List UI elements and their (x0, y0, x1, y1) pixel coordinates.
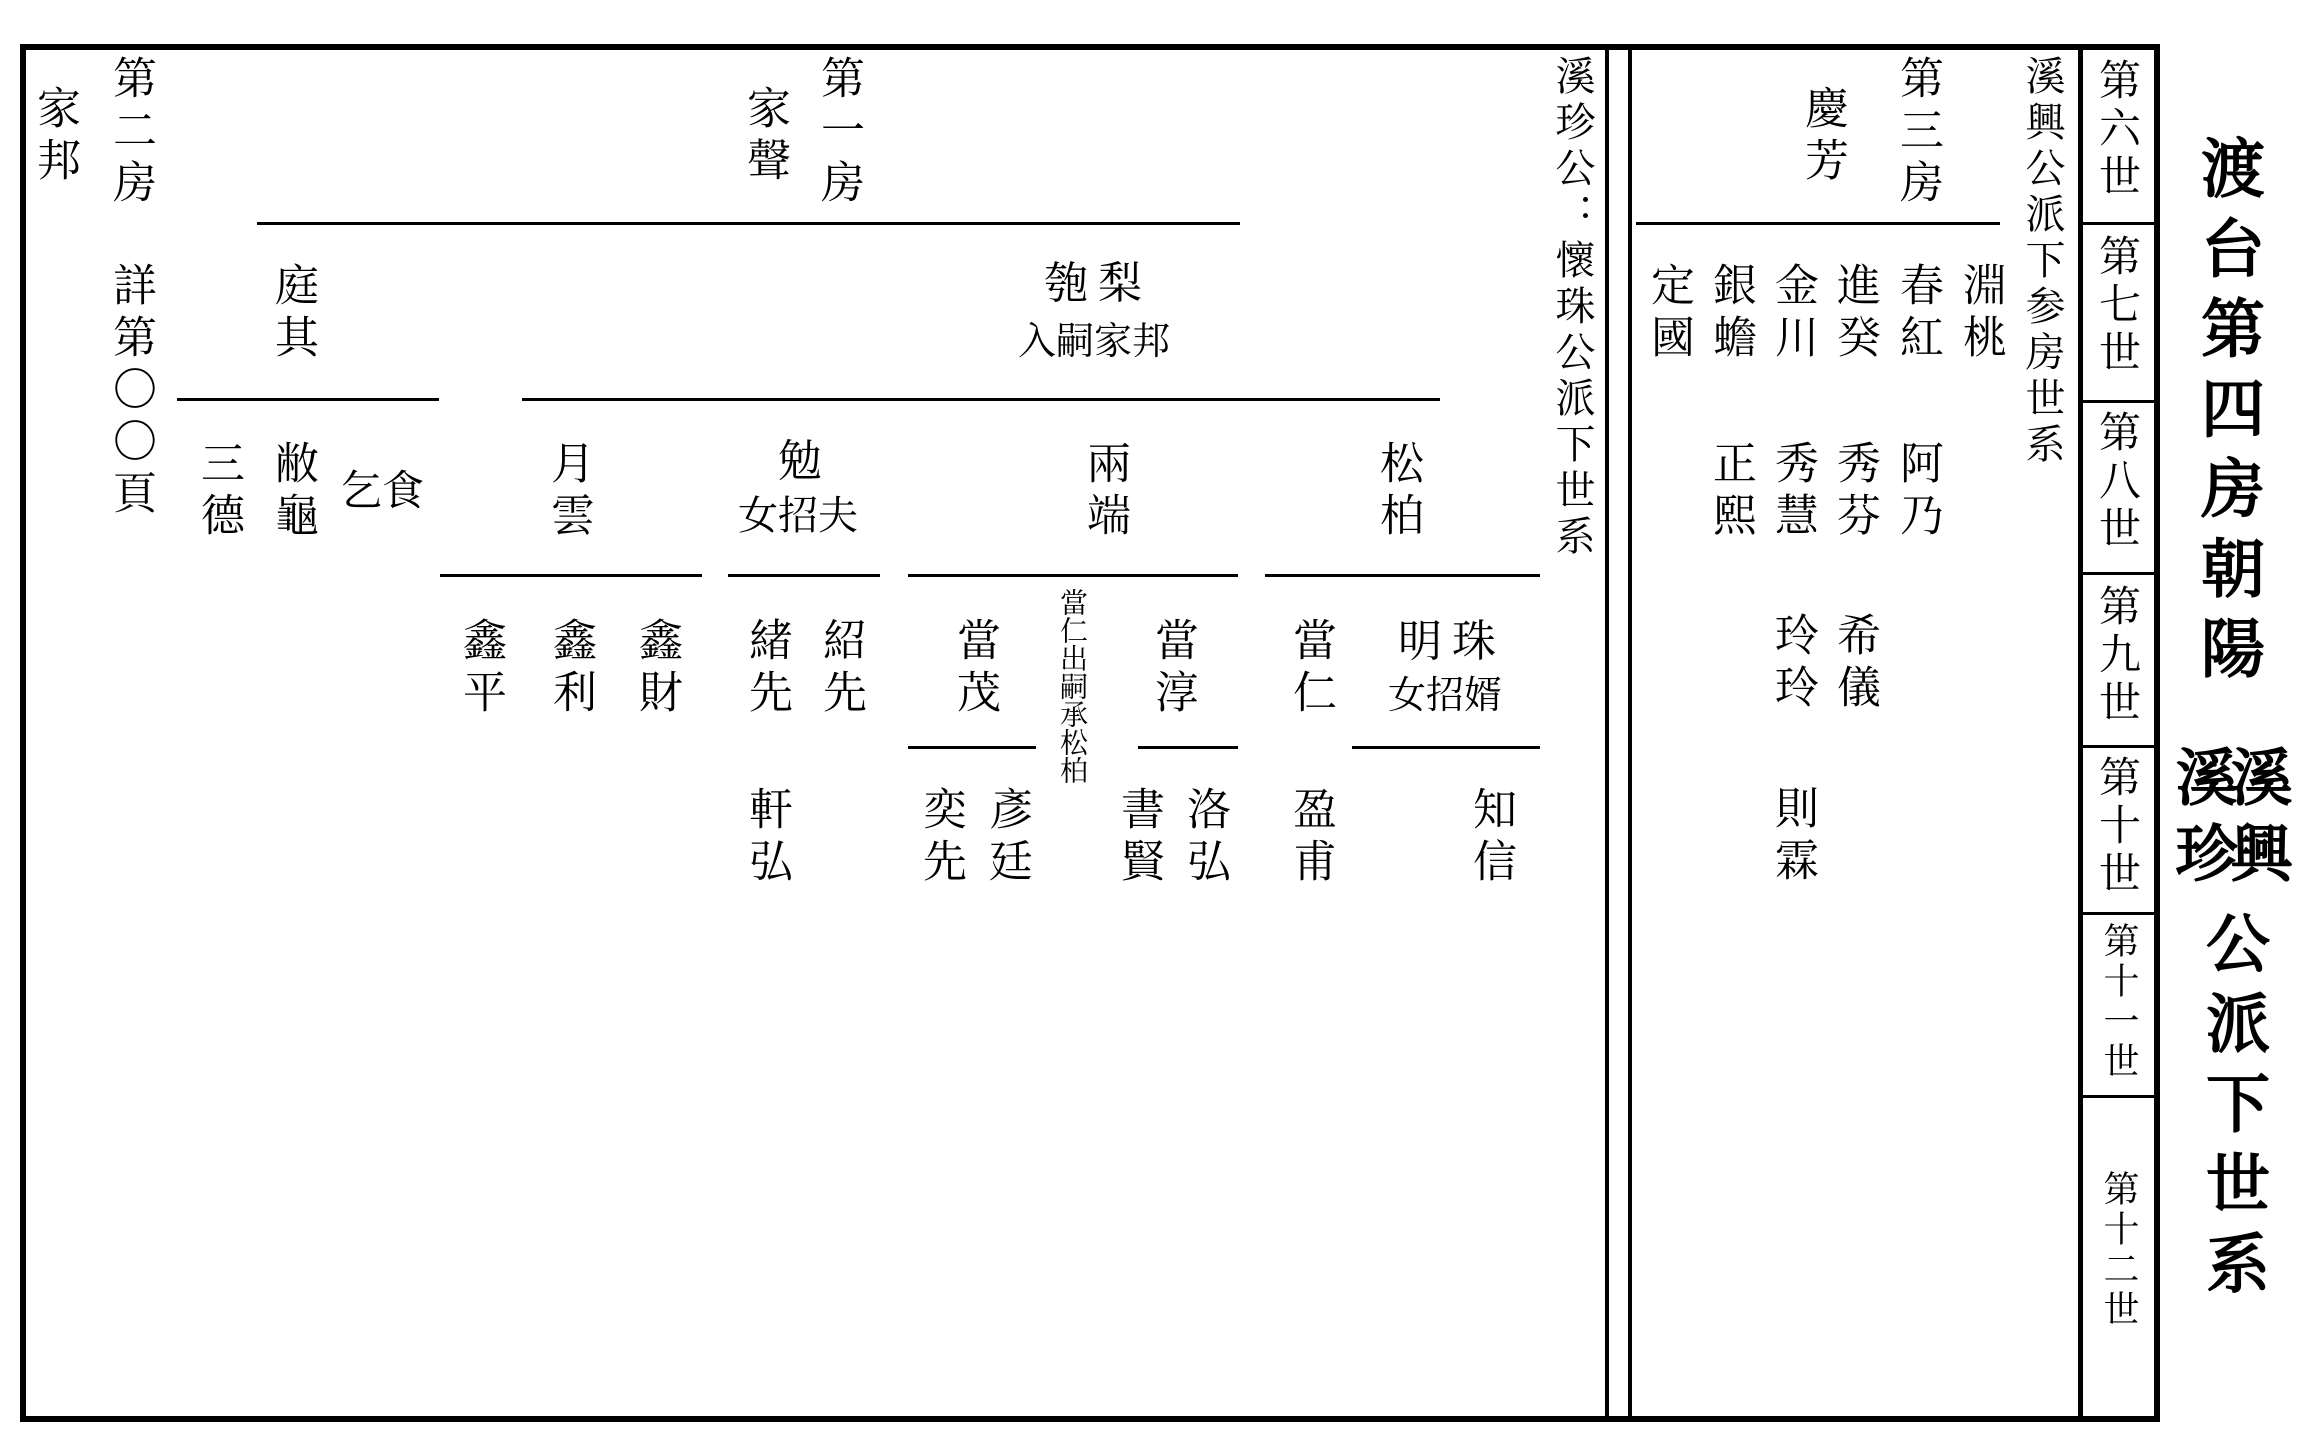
xizhen-heading: 溪珍公：懷珠公派下世系 (1549, 55, 1595, 561)
person-xinli: 鑫利 (545, 617, 596, 721)
section-divider (1628, 48, 1632, 1418)
xixing-heading: 溪興公派下参房世系 (2019, 55, 2065, 469)
person-mian-note: 女招夫 (738, 493, 858, 539)
xixing-person: 玲玲 (1767, 612, 1818, 716)
person-paoli-note: 入嗣家邦 (1018, 319, 1171, 363)
gen-divider (2083, 400, 2155, 403)
xixing-person: 阿乃 (1892, 440, 1943, 544)
title-top: 渡台第四房朝陽 (2190, 135, 2264, 695)
xixing-branch3-name: 慶芳 (1797, 85, 1848, 189)
gen9-line (908, 574, 1238, 577)
gen-12: 第十二世 (2098, 1170, 2139, 1330)
gen10-line (908, 746, 1036, 749)
person-dangren-note: 當仁出嗣承松柏 (1056, 588, 1089, 784)
gen-divider (2083, 572, 2155, 575)
gen-8: 第八世 (2093, 410, 2142, 554)
xixing-person: 金川 (1767, 262, 1818, 366)
title-col-right: 溪興 (2220, 745, 2293, 897)
gen-10: 第十世 (2093, 755, 2142, 899)
person-dangmao: 當茂 (949, 617, 1000, 721)
gen-divider (2083, 1095, 2155, 1098)
xixing-person: 希儀 (1829, 612, 1880, 716)
xixing-person: 秀芬 (1829, 440, 1880, 544)
title-bottom: 公派下世系 (2195, 910, 2269, 1310)
xixing-branch3-label: 第三房 (1892, 55, 1943, 211)
gen-column-border (2078, 48, 2083, 1418)
xixing-person: 秀慧 (1767, 440, 1818, 544)
person-mingzhu: 明珠 (1398, 616, 1506, 667)
person-mian: 勉 (778, 436, 822, 487)
xizhen-branch2-note: 詳第〇〇頁 (105, 262, 156, 522)
gen-divider (2083, 912, 2155, 915)
person-paoli: 匏梨 (1044, 258, 1152, 309)
person-dangren: 當仁 (1285, 617, 1336, 721)
person-luohong: 洛弘 (1179, 786, 1230, 890)
person-dangchun: 當淳 (1147, 617, 1198, 721)
xixing-person: 則霖 (1767, 785, 1818, 889)
person-songbo: 松柏 (1372, 440, 1423, 544)
xixing-person: 淵桃 (1955, 262, 2006, 366)
person-zhixin: 知信 (1465, 786, 1516, 890)
person-xinping: 鑫平 (455, 617, 506, 721)
gen-divider (2083, 745, 2155, 748)
person-mingzhu-note: 女招婿 (1388, 673, 1503, 717)
person-liangduan: 兩端 (1079, 440, 1130, 544)
xixing-branch-line (1636, 222, 2000, 225)
gen-divider (2083, 222, 2155, 225)
person-xuxian: 緒先 (741, 617, 792, 721)
person-aogui: 敝龜 (267, 440, 318, 544)
xixing-person: 進癸 (1829, 262, 1880, 366)
xixing-person: 春紅 (1892, 262, 1943, 366)
table-frame (20, 44, 2160, 1422)
gen8-line (522, 398, 1440, 401)
gen9-line (1265, 574, 1540, 577)
person-xuanhong: 軒弘 (741, 786, 792, 890)
gen8-line (177, 398, 439, 401)
branch1-line (257, 222, 1240, 225)
person-sande: 三德 (193, 440, 244, 544)
xixing-person: 正熙 (1705, 440, 1756, 544)
person-yingfu: 盈甫 (1285, 786, 1336, 890)
gen9-line (728, 574, 880, 577)
gen-9: 第九世 (2093, 584, 2142, 728)
gen-11: 第十一世 (2098, 922, 2139, 1082)
xizhen-branch2-name: 家邦 (29, 85, 80, 189)
gen10-line (1352, 746, 1540, 749)
xixing-person: 定國 (1643, 262, 1694, 366)
person-tingqi: 庭其 (267, 262, 318, 366)
xizhen-branch1-name: 家聲 (739, 85, 790, 189)
gen-6: 第六世 (2093, 58, 2142, 202)
title-col-left: 溪珍 (2165, 745, 2238, 897)
person-shaoxian: 紹先 (815, 617, 866, 721)
xizhen-branch1-label: 第一房 (813, 55, 864, 211)
person-yixian: 奕先 (915, 786, 966, 890)
gen9-line (440, 574, 702, 577)
person-yanting: 彥廷 (981, 786, 1032, 890)
person-yueyun: 月雲 (543, 440, 594, 544)
gen-7: 第七世 (2093, 234, 2142, 378)
section-divider (1605, 48, 1609, 1418)
xixing-person: 銀蟾 (1705, 262, 1756, 366)
person-shuxian: 書賢 (1113, 786, 1164, 890)
xizhen-branch2-label: 第二房 (105, 55, 156, 211)
person-qishi: 乞食 (340, 466, 425, 515)
person-xincai: 鑫財 (631, 617, 682, 721)
gen10-line (1138, 746, 1238, 749)
